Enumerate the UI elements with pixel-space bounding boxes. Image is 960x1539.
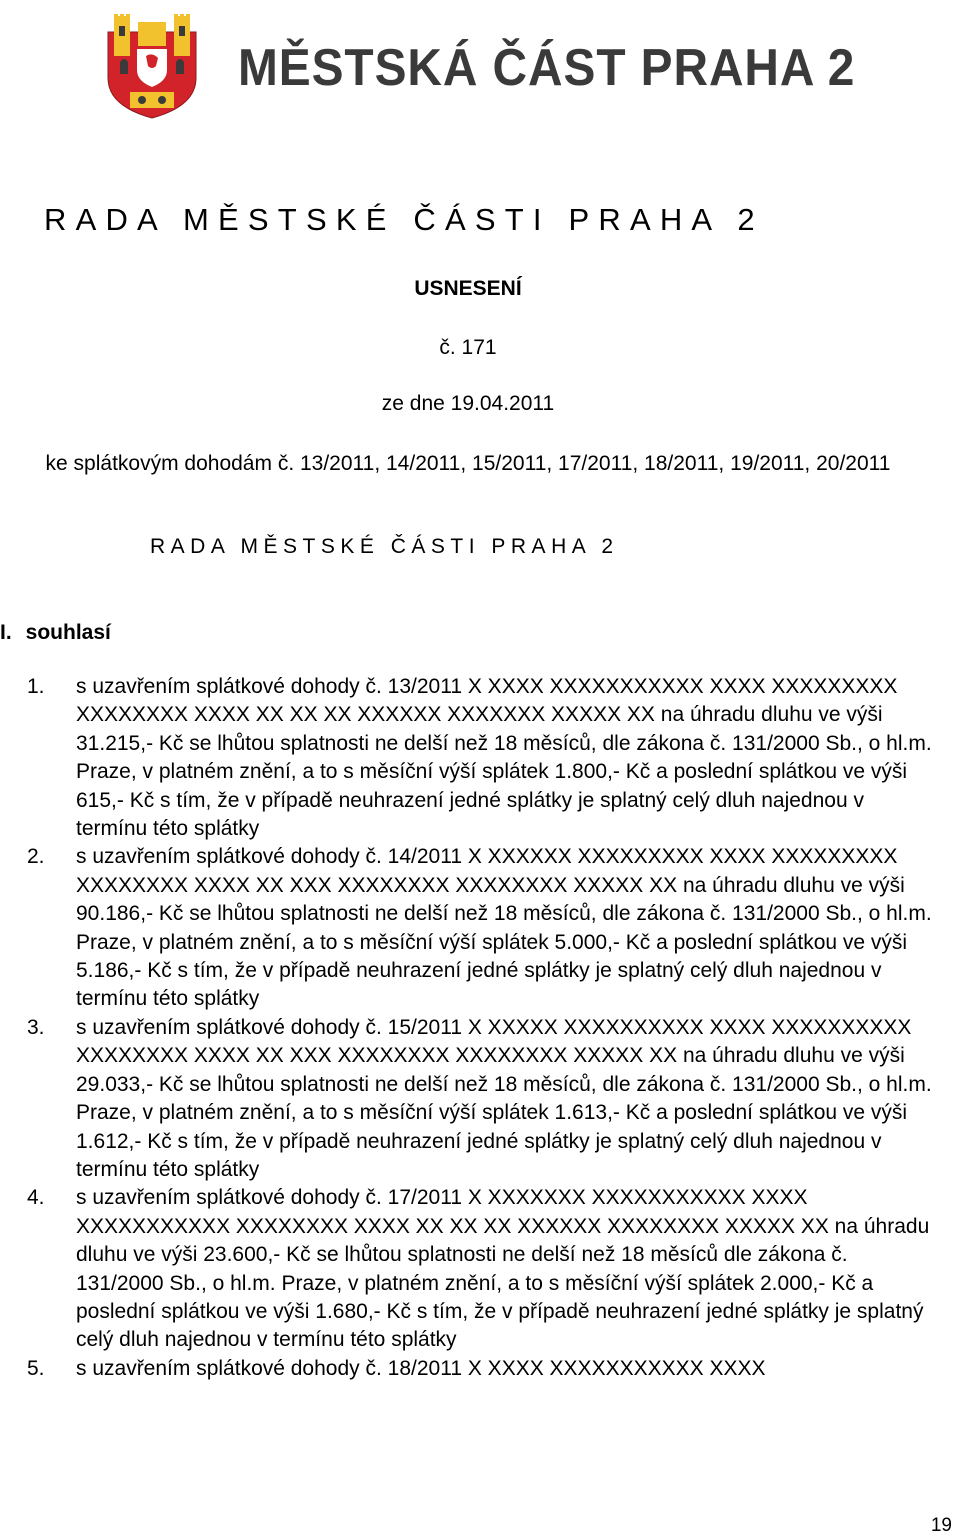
resolution-heading: USNESENÍ (414, 277, 522, 300)
resolution-date: ze dne 19.04.2011 (381, 392, 555, 415)
item-text: s uzavřením splátkové dohody č. 17/2011 X XXXXXXX XXXXXXXXXXX XXXX XXXXXXXXXXX XXXXXXXX XXXX XX XX XX XXXXXX XXXXXXXX XXXXX XX na úhradu dluhu ve výši 23.600,- Kč se lhůtou splatnosti ne delší než 18 měsíců dle zákona č. 131/2000 Sb., o hl.m. Praze, v platném znění, a to s měsíční výší splátek 2.000,- Kč a poslední splátkou ve výši 1.680,- Kč s tím, že v případě neuhrazení jedné splátky je splatný celý dluh najednou v termínu této splátky (76, 1186, 930, 1352)
item-number: 3. (27, 1015, 45, 1039)
section-numeral: I. (0, 621, 12, 644)
resolution-number: č. 171 (439, 336, 497, 359)
list-item (0, 673, 935, 843)
council-subtitle: RADA MĚSTSKÉ ČÁSTI PRAHA 2 (150, 535, 619, 558)
resolution-subject: ke splátkovým dohodám č. 13/2011, 14/2011, 15/2011, 17/2011, 18/2011, 19/2011, 20/2011 (45, 452, 891, 475)
list-item (0, 1184, 935, 1354)
list-item (0, 1355, 935, 1383)
item-text: s uzavřením splátkové dohody č. 15/2011 X XXXXX XXXXXXXXXX XXXX XXXXXXXXXX XXXXXXXX XXXX XX XXX XXXXXXXX XXXXXXXX XXXXX XX na úhradu dluhu ve výši 29.033,- Kč se lhůtou splatnosti ne delší než 18 měsíců, dle zákona č. 131/2000 Sb., o hl.m. Praze, v platném znění, a to s měsíční výší splátek 1.613,- Kč a poslední splátkou ve výši 1.612,- Kč s tím, že v případě neuhrazení jedné splátky je splatný celý dluh najednou v termínu této splátky (76, 1015, 932, 1181)
brand-title: MĚSTSKÁ ČÁST PRAHA 2 (238, 39, 856, 97)
header (100, 14, 880, 120)
council-title: RADA MĚSTSKÉ ČÁSTI PRAHA 2 (44, 202, 764, 237)
resolution-items (0, 673, 935, 1383)
page-number: 19 (930, 1515, 952, 1536)
item-number: 1. (27, 675, 45, 698)
section-label: souhlasí (25, 621, 111, 644)
section-heading (0, 621, 125, 645)
item-number: 2. (27, 845, 45, 869)
item-text: s uzavřením splátkové dohody č. 18/2011 X XXXX XXXXXXXXXXX XXXX (76, 1356, 766, 1380)
coat-of-arms-logo (100, 14, 204, 120)
item-number: 4. (27, 1186, 45, 1210)
list-item (0, 1014, 935, 1184)
item-text: s uzavřením splátkové dohody č. 14/2011 X XXXXXX XXXXXXXXX XXXX XXXXXXXXX XXXXXXXX XXXX XX XXX XXXXXXXX XXXXXXXX XXXXX XX na úhradu dluhu ve výši 90.186,- Kč se lhůtou splatnosti ne delší než 18 měsíců, dle zákona č. 131/2000 Sb., o hl.m. Praze, v platném znění, a to s měsíční výší splátek 5.000,- Kč a poslední splátkou ve výši 5.186,- Kč s tím, že v případě neuhrazení jedné splátky je splatný celý dluh najednou v termínu této splátky (76, 845, 932, 1011)
list-item (0, 843, 935, 1013)
item-number: 5. (27, 1356, 45, 1380)
item-text: s uzavřením splátkové dohody č. 13/2011 X XXXX XXXXXXXXXXX XXXX XXXXXXXXX XXXXXXXX XXXX XX XX XX XXXXXX XXXXXXX XXXXX XX na úhradu dluhu ve výši 31.215,- Kč se lhůtou splatnosti ne delší než 18 měsíců, dle zákona č. 131/2000 Sb., o hl.m. Praze, v platném znění, a to s měsíční výší splátek 1.800,- Kč a poslední splátkou ve výši 615,- Kč s tím, že v případě neuhrazení jedné splátky je splatný celý dluh najednou v termínu této splátky (76, 675, 932, 841)
